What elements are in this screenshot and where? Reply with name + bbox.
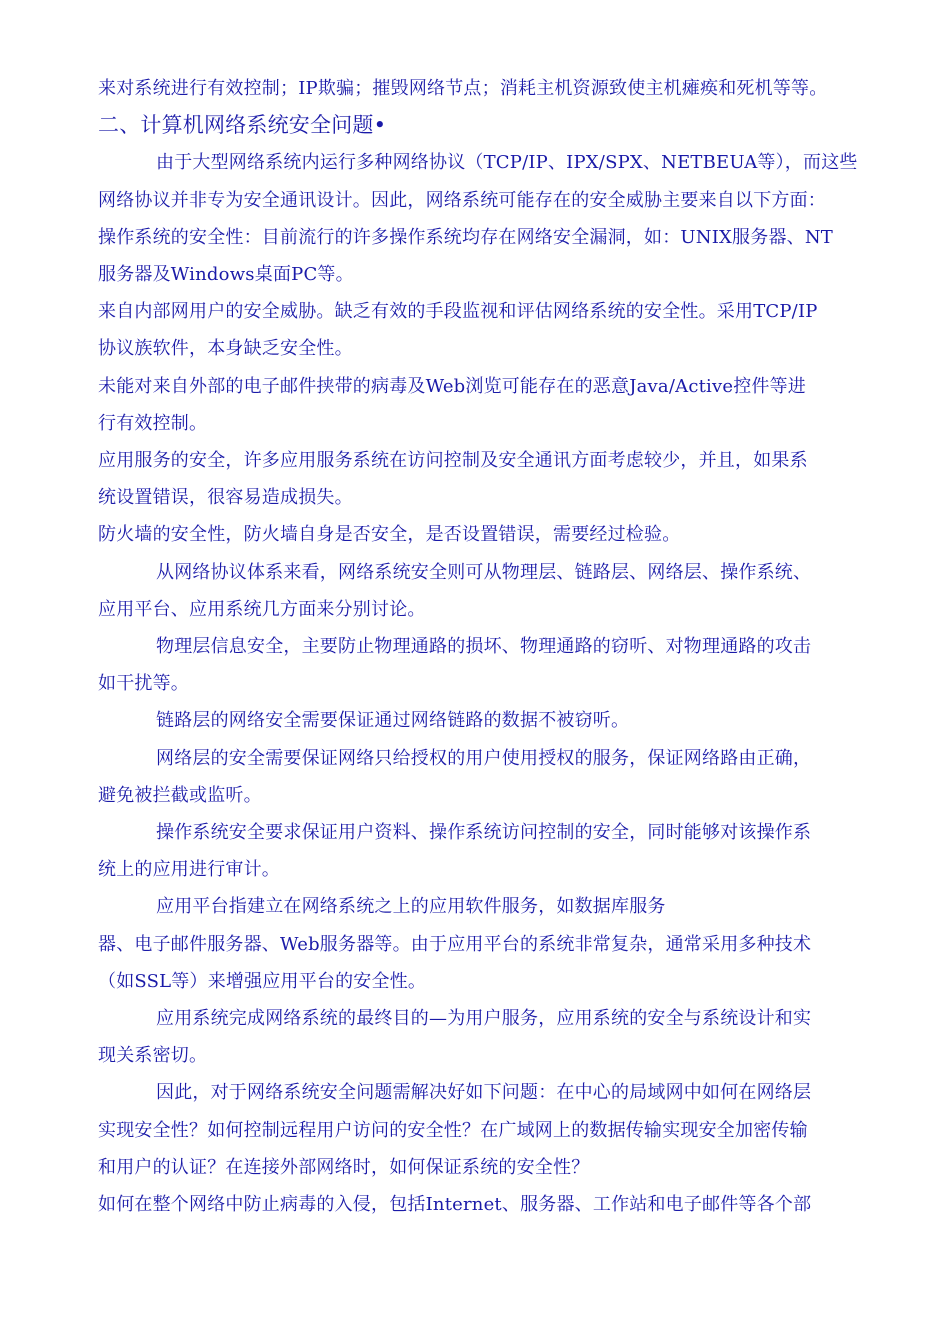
text-line: 网络层的安全需要保证网络只给授权的用户使用授权的服务，保证网络路由正确， (156, 747, 812, 769)
text-line: 因此，对于网络系统安全问题需解决好如下问题：在中心的局域网中如何在网络层 (156, 1082, 812, 1104)
text-line: 统上的应用进行审计。 (98, 859, 280, 881)
text-line: 避免被拦截或监听。 (98, 784, 262, 806)
text-line: 器、电子邮件服务器、Web服务器等。由于应用平台的系统非常复杂，通常采用多种技术 (98, 933, 812, 955)
text-line: 来对系统进行有效控制；IP欺骗；摧毁网络节点；消耗主机资源致使主机瘫痪和死机等等。 (98, 78, 828, 99)
text-line: 应用平台指建立在网络系统之上的应用软件服务，如数据库服务 (156, 896, 666, 918)
text-line: 应用平台、应用系统几方面来分别讨论。 (98, 598, 426, 620)
text-line: 实现安全性？如何控制远程用户访问的安全性？在广域网上的数据传输实现安全加密传输 (98, 1119, 808, 1141)
text-line: 操作系统的安全性：目前流行的许多操作系统均存在网络安全漏洞，如：UNIX服务器、NT (98, 226, 833, 248)
text-line: 现关系密切。 (98, 1045, 208, 1067)
document-body (98, 70, 858, 1223)
text-line: 从网络协议体系来看，网络系统安全则可从物理层、链路层、网络层、操作系统、 (156, 561, 812, 583)
text-line: 如何在整个网络中防止病毒的入侵，包括Internet、服务器、工作站和电子邮件等各个部 (98, 1194, 812, 1216)
text-line: 统设置错误，很容易造成损失。 (98, 487, 353, 509)
text-line: 防火墙的安全性，防火墙自身是否安全，是否设置错误，需要经过检验。 (98, 524, 681, 546)
text-line: 协议族软件，本身缺乏安全性。 (98, 338, 353, 360)
section-heading: 二、计算机网络系统安全问题• (98, 113, 387, 138)
text-line: 未能对来自外部的电子邮件挟带的病毒及Web浏览可能存在的恶意Java/Active控件等进 (98, 375, 807, 397)
text-line: 来自内部网用户的安全威胁。缺乏有效的手段监视和评估网络系统的安全性。采用TCP/IP (98, 301, 818, 323)
text-line: 和用户的认证？在连接外部网络时，如何保证系统的安全性？ (98, 1156, 590, 1178)
text-line: （如SSL等）来增强应用平台的安全性。 (98, 970, 427, 992)
text-line: 物理层信息安全，主要防止物理通路的损坏、物理通路的窃听、对物理通路的攻击 (156, 636, 812, 658)
text-line: 网络协议并非专为安全通讯设计。因此，网络系统可能存在的安全威胁主要来自以下方面： (98, 189, 826, 211)
text-line: 服务器及Windows桌面PC等。 (98, 264, 354, 286)
text-line: 操作系统安全要求保证用户资料、操作系统访问控制的安全，同时能够对该操作系 (156, 822, 812, 844)
text-line: 应用服务的安全，许多应用服务系统在访问控制及安全通讯方面考虑较少，并且，如果系 (98, 450, 808, 472)
text-line: 行有效控制。 (98, 412, 208, 434)
text-line: 由于大型网络系统内运行多种网络协议（TCP/IP、IPX/SPX、NETBEUA等），而这些 (156, 152, 858, 174)
text-line: 应用系统完成网络系统的最终目的—为用户服务，应用系统的安全与系统设计和实 (156, 1008, 812, 1030)
text-line: 链路层的网络安全需要保证通过网络链路的数据不被窃听。 (156, 710, 630, 732)
text-line: 如干扰等。 (98, 673, 189, 695)
